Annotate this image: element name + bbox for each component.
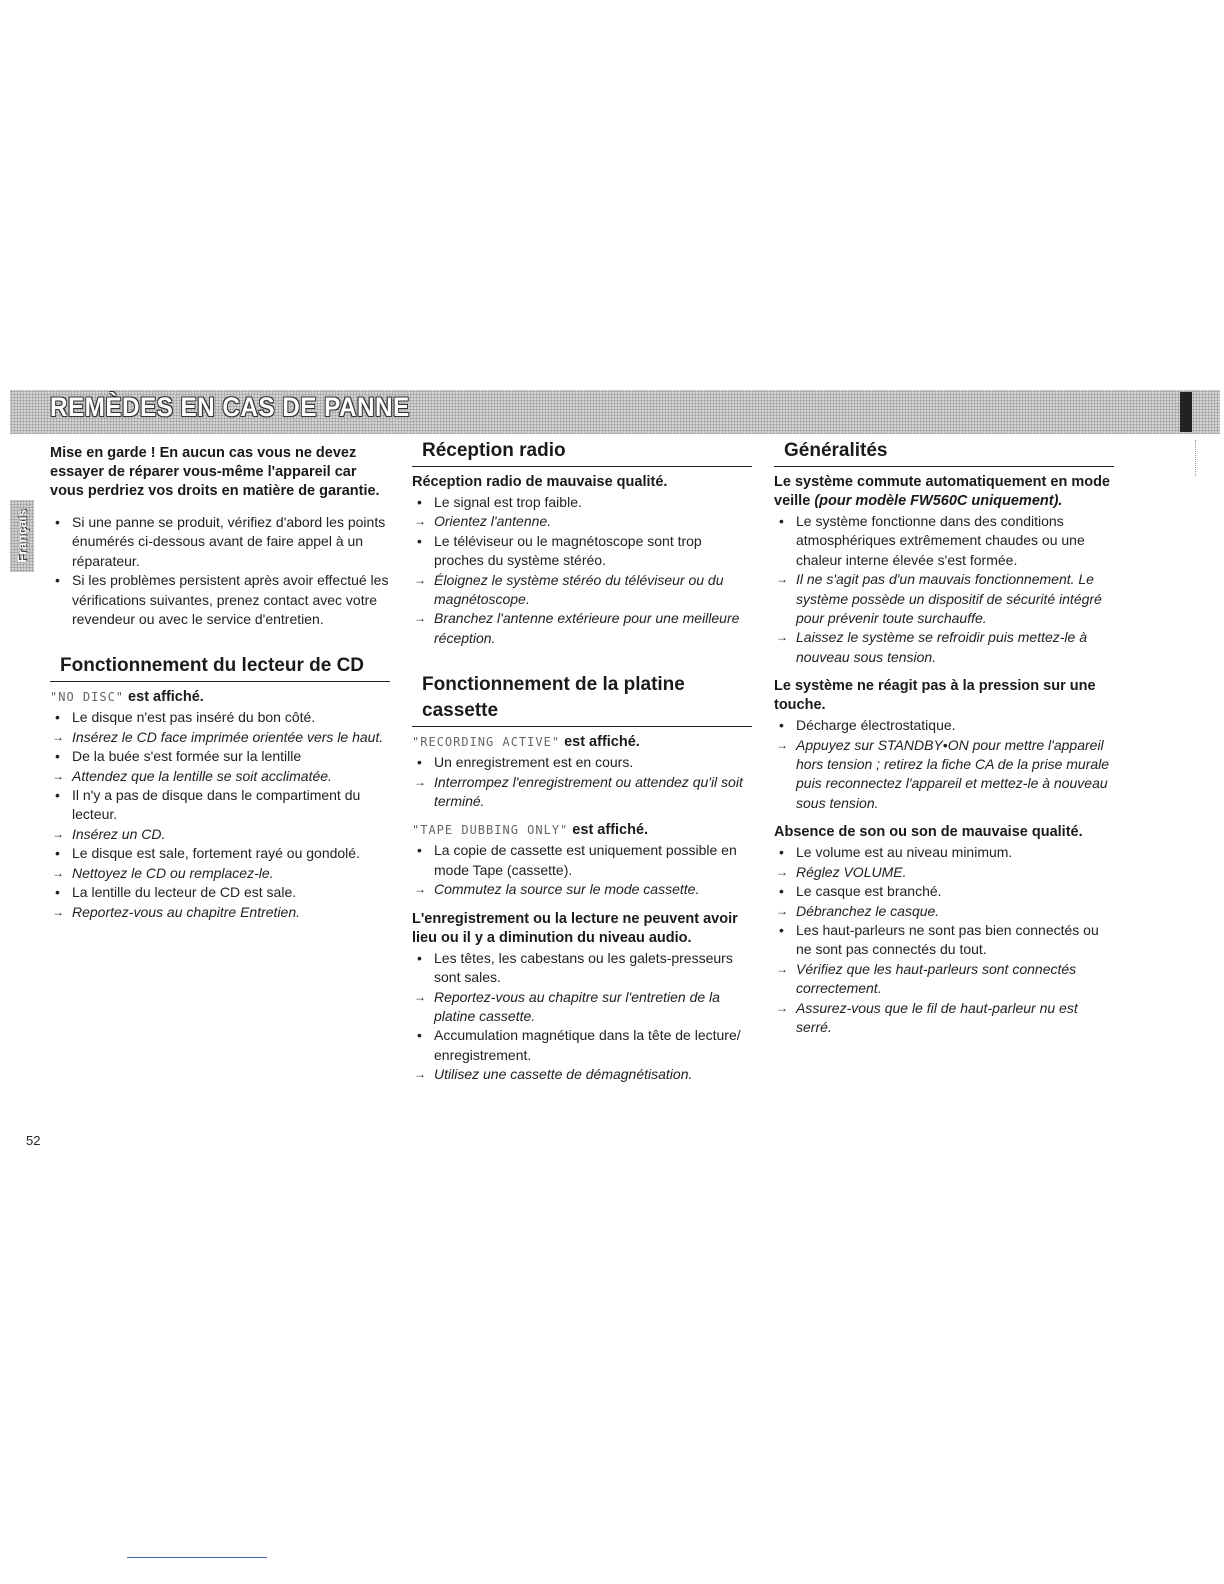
edge-ticks — [1195, 440, 1200, 476]
no-response-items — [774, 716, 1114, 813]
lcd-text: "RECORDING ACTIVE" — [412, 735, 561, 750]
recording-items — [412, 753, 752, 811]
section-banner — [10, 390, 1220, 434]
symptom-item: • Le téléviseur ou le magnétoscope sont trop proches du système stéréo. — [412, 532, 752, 571]
page-number: 52 — [26, 1133, 41, 1148]
audio-items — [412, 949, 752, 1085]
subheading-tape-dubbing — [412, 821, 752, 840]
column-2 — [412, 438, 752, 1095]
symptom-item: • Décharge électrostatique. — [774, 716, 1114, 735]
section-heading-cassette: Fonctionnement de la platine cassette — [412, 672, 752, 727]
warranty-warning: Mise en garde ! En aucun cas vous ne devez essayer de réparer vous-même l'appareil car vous perdriez vos droits en matière de garantie. — [50, 445, 380, 499]
column-1 — [50, 438, 390, 932]
cd-items — [50, 708, 390, 921]
remedy-item: → Vérifiez que les haut-parleurs sont connectés correctement. — [774, 960, 1114, 999]
remedy-item: → Assurez-vous que le fil de haut-parleur nu est serré. — [774, 999, 1114, 1038]
symptom-item: • Le volume est au niveau minimum. — [774, 843, 1114, 862]
symptom-item: • Les têtes, les cabestans ou les galets-presseurs sont sales. — [412, 949, 752, 988]
symptom-item: • Le disque n'est pas inséré du bon côté. — [50, 708, 390, 727]
symptom-item: • Le signal est trop faible. — [412, 493, 752, 512]
remedy-item: → Débranchez le casque. — [774, 902, 1114, 921]
subheading-standby — [774, 473, 1114, 511]
subheading-model-note: (pour modèle FW560C uniquement). — [814, 493, 1063, 509]
symptom-item: • Les haut-parleurs ne sont pas bien connectés ou ne sont pas connectés du tout. — [774, 921, 1114, 960]
subheading-text: est affiché. — [568, 822, 649, 839]
column-3 — [774, 438, 1114, 1047]
remedy-item: → Réglez VOLUME. — [774, 863, 1114, 882]
section-heading-general: Généralités — [774, 438, 1114, 467]
radio-items — [412, 493, 752, 648]
subheading-no-disc — [50, 688, 390, 707]
standby-items — [774, 512, 1114, 667]
symptom-item: • Le disque est sale, fortement rayé ou gondolé. — [50, 844, 390, 863]
remedy-item: → Reportez-vous au chapitre sur l'entretien de la platine cassette. — [412, 988, 752, 1027]
no-sound-items — [774, 843, 1114, 1037]
subheading-audio-level: L'enregistrement ou la lecture ne peuvent avoir lieu ou il y a diminution du niveau audio. — [412, 910, 738, 946]
remedy-item: → Insérez un CD. — [50, 825, 390, 844]
spacer — [412, 658, 752, 672]
banner-edge-tab — [1180, 392, 1192, 432]
remedy-item: → Éloignez le système stéréo du téléviseur ou du magnétoscope. — [412, 571, 752, 610]
remedy-item: → Il ne s'agit pas d'un mauvais fonctionnement. Le système possède un dispositif de sécurité intégré pour prévenir toute surchauffe. — [774, 570, 1114, 628]
section-heading-cd: Fonctionnement du lecteur de CD — [50, 653, 390, 682]
symptom-item: • De la buée s'est formée sur la lentille — [50, 747, 390, 766]
section-heading-radio: Réception radio — [412, 438, 752, 467]
spacer — [50, 639, 390, 653]
list-item: • Si une panne se produit, vérifiez d'abord les points énumérés ci-dessous avant de faire appel à un réparateur. — [50, 513, 390, 571]
lcd-text: "NO DISC" — [50, 690, 125, 705]
dubbing-items — [412, 841, 752, 899]
subheading-no-sound: Absence de son ou son de mauvaise qualité. — [774, 824, 1083, 841]
symptom-item: • Le casque est branché. — [774, 882, 1114, 901]
subheading-text: est affiché. — [560, 734, 640, 751]
bottom-rule — [127, 1557, 267, 1558]
symptom-item: • Un enregistrement est en cours. — [412, 753, 752, 772]
lcd-text: "TAPE DUBBING ONLY" — [412, 823, 569, 838]
subheading-radio-quality: Réception radio de mauvaise qualité. — [412, 474, 668, 490]
list-item: • Si les problèmes persistent après avoir effectué les vérifications suivantes, prenez contact avec votre revendeur ou avec le service d'entretien. — [50, 571, 390, 629]
subheading-recording-active — [412, 733, 752, 752]
symptom-item: • La copie de cassette est uniquement possible en mode Tape (cassette). — [412, 841, 752, 880]
symptom-item: • Il n'y a pas de disque dans le compartiment du lecteur. — [50, 786, 390, 825]
language-tab — [10, 500, 34, 572]
remedy-item: → Interrompez l'enregistrement ou attendez qu'il soit terminé. — [412, 773, 752, 812]
page-title: REMÈDES EN CAS DE PANNE — [50, 392, 410, 422]
subheading-text: est affiché. — [124, 689, 204, 706]
symptom-item: • Accumulation magnétique dans la tête de lecture/ enregistrement. — [412, 1026, 752, 1065]
remedy-item: → Attendez que la lentille se soit acclimatée. — [50, 767, 390, 786]
remedy-item: → Nettoyez le CD ou remplacez-le. — [50, 864, 390, 883]
symptom-item: • La lentille du lecteur de CD est sale. — [50, 883, 390, 902]
subheading-no-response: Le système ne réagit pas à la pression sur une touche. — [774, 678, 1096, 714]
remedy-item: → Reportez-vous au chapitre Entretien. — [50, 903, 390, 922]
remedy-item: → Orientez l'antenne. — [412, 512, 752, 531]
language-tab-label: Français — [14, 509, 30, 563]
remedy-item: → Branchez l'antenne extérieure pour une meilleure réception. — [412, 609, 752, 648]
remedy-item: → Insérez le CD face imprimée orientée vers le haut. — [50, 728, 390, 747]
symptom-item: • Le système fonctionne dans des conditions atmosphériques extrêmement chaudes ou une chaleur interne élevée s'est formée. — [774, 512, 1114, 570]
remedy-item: → Commutez la source sur le mode cassette. — [412, 880, 752, 899]
remedy-item: → Utilisez une cassette de démagnétisation. — [412, 1065, 752, 1084]
subheading-text: Le système commute automatiquement en mode veille — [774, 474, 1110, 509]
remedy-item: → Laissez le système se refroidir puis mettez-le à nouveau sous tension. — [774, 628, 1114, 667]
remedy-item: → Appuyez sur STANDBY•ON pour mettre l'appareil hors tension ; retirez la fiche CA de la prise murale puis reconnectez l'appareil et mettez-le à nouveau sous tension. — [774, 736, 1114, 814]
intro-list — [50, 513, 390, 629]
